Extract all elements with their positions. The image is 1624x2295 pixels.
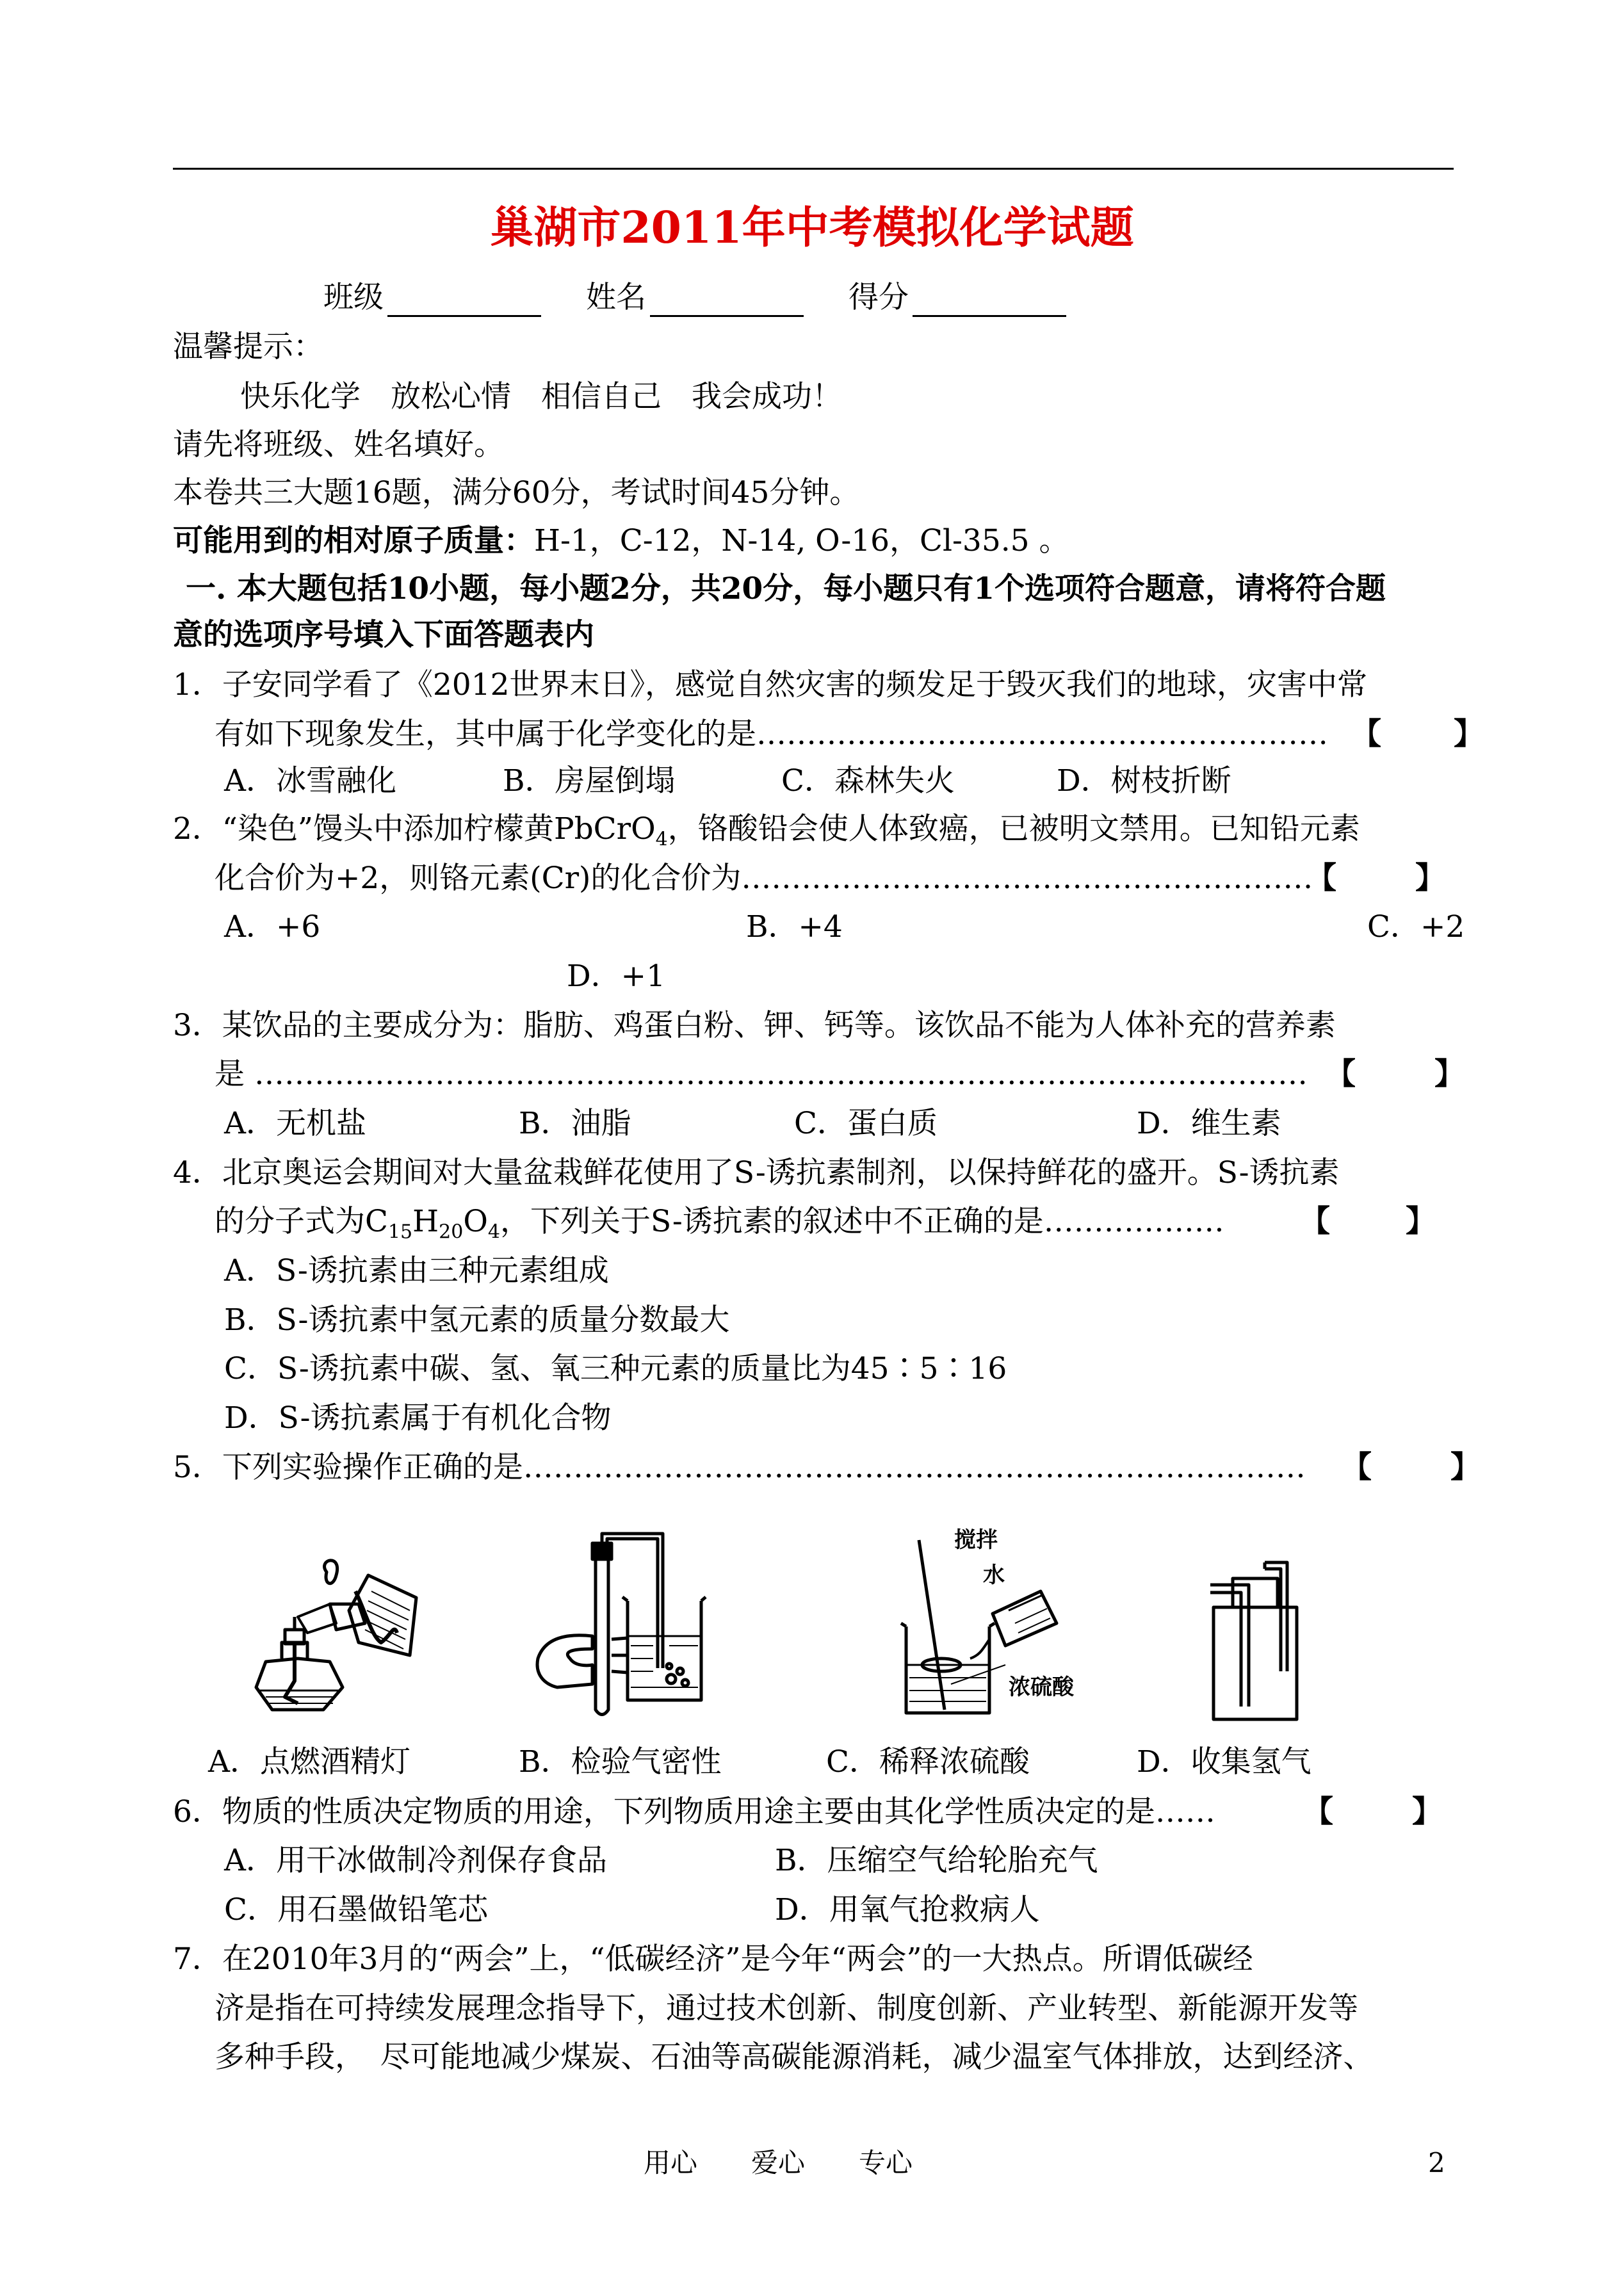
q3-option-d: D．维生素 <box>1137 1106 1281 1141</box>
q4-bracket-close: 】 <box>1406 1204 1436 1239</box>
footer-motto: 用心 爱心 专心 <box>644 2147 913 2178</box>
atomic-mass-label: 可能用到的相对原子质量： <box>173 523 534 558</box>
q4-option-c: C．S-诱抗素中碳、氢、氧三种元素的质量比为45∶5∶16 <box>224 1351 1007 1386</box>
acid-label: 浓硫酸 <box>1009 1675 1074 1700</box>
student-info-line <box>323 279 1111 317</box>
atomic-mass-line <box>173 522 1069 560</box>
q4-option-b: B．S-诱抗素中氢元素的质量分数最大 <box>224 1302 730 1338</box>
q4-line2-d: ，下列关于S-诱抗素的叙述中不正确的是……………… <box>499 1204 1224 1239</box>
q5-bracket-close: 】 <box>1450 1450 1481 1485</box>
q4-line2 <box>215 1203 1224 1244</box>
class-label: 班级 <box>323 280 384 315</box>
paper-note: 本卷共三大题16题，满分60分，考试时间45分钟。 <box>173 475 860 510</box>
q2-line1 <box>173 810 1360 851</box>
q1-option-d: D．树枝折断 <box>1057 763 1231 799</box>
q1-bracket-close: 】 <box>1454 717 1484 752</box>
score-blank[interactable] <box>913 286 1066 317</box>
q2-option-a: A．+6 <box>224 909 321 945</box>
q4-line2-a: 的分子式为C <box>215 1204 388 1239</box>
q5-option-a: A．点燃酒精灯 <box>208 1744 410 1780</box>
q2-bracket-close: 】 <box>1415 861 1445 896</box>
q5-bracket-open: 【 <box>1342 1450 1372 1485</box>
q3-option-c: C．蛋白质 <box>794 1106 938 1141</box>
q4-line2-c: O <box>463 1204 488 1239</box>
q1-option-a: A．冰雪融化 <box>224 763 396 799</box>
stir-label: 搅拌 <box>954 1527 998 1553</box>
atomic-mass-values: H-1，C-12，N-14, O-16，Cl-35.5 。 <box>534 523 1069 558</box>
q5-line1: 5．下列实验操作正确的是…………………………………………………………………… <box>173 1450 1306 1485</box>
section1-line1: 一. 本大题包括10小题，每小题2分，共20分，每小题只有1个选项符合题意，请将符合题 <box>186 571 1386 606</box>
q1-line1: 1．子安同学看了《2012世界末日》，感觉自然灾害的频发足于毁灭我们的地球，灾害中常 <box>173 667 1368 702</box>
q4-sub1: 15 <box>387 1220 413 1244</box>
name-label: 姓名 <box>586 280 646 315</box>
name-blank[interactable] <box>650 286 804 317</box>
q2-option-c: C．+2 <box>1367 909 1465 945</box>
q1-option-c: C．森林失火 <box>781 763 955 799</box>
q2-line2: 化合价为+2，则铬元素(Cr)的化合价为………………………………………………… <box>215 861 1313 896</box>
q2-bracket-open: 【 <box>1306 861 1336 896</box>
q4-line2-b: H <box>412 1204 439 1239</box>
tips-heading: 温馨提示： <box>173 329 323 364</box>
header-rule <box>173 168 1454 170</box>
water-label: 水 <box>983 1562 1005 1588</box>
tips-motto: 快乐化学 放松心情 相信自己 我会成功！ <box>240 379 842 414</box>
q6-option-d: D．用氧气抢救病人 <box>775 1892 1040 1927</box>
q6-line1: 6．物质的性质决定物质的用途，下列物质用途主要由其化学性质决定的是…… <box>173 1794 1215 1829</box>
q4-sub3: 4 <box>487 1220 500 1244</box>
airtightness-figure <box>532 1530 775 1723</box>
q3-line2: 是 …………………………………………………………………………………………… <box>215 1057 1308 1092</box>
q2-line1-b: ，铬酸铅会使人体致癌，已被明文禁用。已知铅元素 <box>667 811 1360 847</box>
q3-bracket-close: 】 <box>1434 1057 1465 1092</box>
q5-option-c: C．稀释浓硫酸 <box>826 1744 1030 1780</box>
class-blank[interactable] <box>387 286 541 317</box>
q4-bracket-open: 【 <box>1300 1204 1330 1239</box>
q6-option-a: A．用干冰做制冷剂保存食品 <box>224 1843 607 1878</box>
q4-option-d: D．S-诱抗素属于有机化合物 <box>224 1400 612 1436</box>
q3-line1: 3．某饮品的主要成分为：脂肪、鸡蛋白粉、钾、钙等。该饮品不能为人体补充的营养素 <box>173 1008 1336 1043</box>
q5-option-b: B．检验气密性 <box>519 1744 722 1780</box>
q1-option-b: B．房屋倒塌 <box>503 763 676 799</box>
q7-line3: 多种手段， 尽可能地减少煤炭、石油等高碳能源消耗，减少温室气体排放，达到经济、 <box>215 2040 1374 2075</box>
q3-bracket-open: 【 <box>1326 1057 1356 1092</box>
q6-option-c: C．用石墨做铅笔芯 <box>224 1892 488 1927</box>
q2-option-d: D．+1 <box>567 959 665 994</box>
q2-option-b: B．+4 <box>746 909 843 945</box>
q1-line2: 有如下现象发生，其中属于化学变化的是………………………………………………… <box>215 717 1328 752</box>
page-number: 2 <box>1428 2147 1445 2178</box>
gas-bottle-figure <box>1207 1559 1310 1726</box>
q6-bracket-close: 】 <box>1412 1794 1442 1829</box>
q4-sub2: 20 <box>439 1220 464 1244</box>
score-label: 得分 <box>849 280 909 315</box>
q5-option-d: D．收集氢气 <box>1137 1744 1311 1780</box>
fill-note: 请先将班级、姓名填好。 <box>173 427 504 462</box>
q4-line1: 4．北京奥运会期间对大量盆栽鲜花使用了S-诱抗素制剂，以保持鲜花的盛开。S-诱抗素 <box>173 1155 1340 1190</box>
q3-option-b: B．油脂 <box>519 1106 631 1141</box>
page-title: 巢湖市2011年中考模拟化学试题 <box>490 202 1134 254</box>
q7-line1: 7．在2010年3月的“两会”上，“低碳经济”是今年“两会”的一大热点。所谓低碳经 <box>173 1942 1253 1977</box>
q4-option-a: A．S-诱抗素由三种元素组成 <box>224 1253 609 1288</box>
q7-line2: 济是指在可持续发展理念指导下，通过技术创新、制度创新、产业转型、新能源开发等 <box>215 1991 1358 2026</box>
q1-bracket-open: 【 <box>1351 717 1381 752</box>
alcohol-lamp-figure <box>253 1553 426 1719</box>
q2-line1-a: 2．“染色”馒头中添加柠檬黄PbCrO <box>173 811 656 847</box>
q3-option-a: A．无机盐 <box>224 1106 366 1141</box>
q6-bracket-open: 【 <box>1303 1794 1333 1829</box>
section1-line2: 意的选项序号填入下面答题表内 <box>173 617 594 653</box>
q2-line1-sub: 4 <box>655 828 668 851</box>
q6-option-b: B．压缩空气给轮胎充气 <box>775 1843 1098 1878</box>
